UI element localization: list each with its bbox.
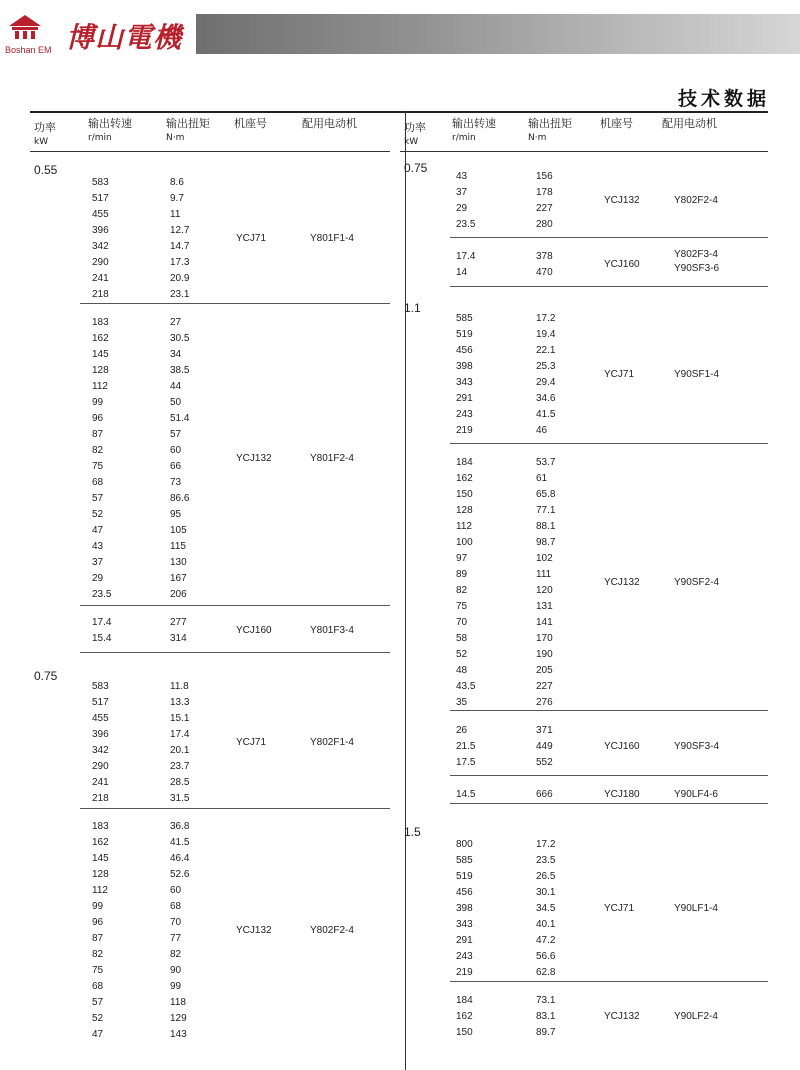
- speed-cell: 75: [456, 601, 468, 612]
- speed-cell: 112: [92, 381, 108, 392]
- speed-cell: 800: [456, 839, 473, 850]
- torque-cell: 68: [170, 901, 182, 912]
- logo-text-cn: 博山電機: [66, 21, 183, 54]
- speed-cell: 243: [456, 951, 473, 962]
- motor-cell: Y90LF1-4: [674, 903, 718, 914]
- speed-cell: 396: [92, 225, 109, 236]
- speed-cell: 47: [92, 525, 104, 536]
- torque-cell: 30.5: [170, 333, 190, 344]
- speed-cell: 70: [456, 617, 468, 628]
- torque-cell: 52.6: [170, 869, 190, 880]
- speed-cell: 162: [92, 837, 109, 848]
- torque-cell: 276: [536, 697, 553, 708]
- torque-cell: 26.5: [536, 871, 556, 882]
- speed-cell: 47: [92, 1029, 104, 1040]
- torque-cell: 111: [536, 569, 552, 580]
- page-title: 技术数据: [677, 88, 770, 110]
- header-power: 功率 kW: [34, 121, 56, 147]
- speed-cell: 57: [92, 997, 104, 1008]
- motor-cell: Y90LF2-4: [674, 1011, 718, 1022]
- speed-cell: 43.5: [456, 681, 476, 692]
- torque-cell: 20.1: [170, 745, 190, 756]
- speed-cell: 112: [456, 521, 472, 532]
- torque-cell: 34.5: [536, 903, 556, 914]
- speed-cell: 241: [92, 777, 109, 788]
- torque-cell: 131: [536, 601, 553, 612]
- frame-cell: YCJ71: [604, 369, 635, 380]
- header-rule: [30, 151, 390, 152]
- torque-cell: 371: [536, 725, 553, 736]
- torque-cell: 34.6: [536, 393, 556, 404]
- motor-cell: Y801F2-4: [310, 453, 354, 464]
- torque-cell: 470: [536, 267, 553, 278]
- torque-cell: 190: [536, 649, 553, 660]
- motor-cell: Y801F3-4: [310, 625, 354, 636]
- frame-cell: YCJ160: [236, 625, 272, 636]
- torque-cell: 115: [170, 541, 186, 552]
- speed-cell: 145: [92, 349, 109, 360]
- power-value: 0.55: [34, 163, 58, 177]
- speed-cell: 37: [456, 187, 468, 198]
- speed-cell: 150: [456, 1027, 473, 1038]
- motor-cell: Y90SF3-6: [674, 263, 720, 274]
- speed-cell: 57: [92, 493, 104, 504]
- torque-cell: 50: [170, 397, 182, 408]
- speed-cell: 396: [92, 729, 109, 740]
- header-frame: 机座号: [600, 117, 633, 130]
- torque-cell: 167: [170, 573, 187, 584]
- torque-cell: 66: [170, 461, 182, 472]
- torque-cell: 38.5: [170, 365, 190, 376]
- torque-cell: 280: [536, 219, 553, 230]
- frame-cell: YCJ160: [604, 259, 640, 270]
- torque-cell: 31.5: [170, 793, 190, 804]
- torque-cell: 57: [170, 429, 182, 440]
- speed-cell: 23.5: [92, 589, 112, 600]
- speed-cell: 52: [92, 509, 104, 520]
- torque-cell: 11.8: [170, 681, 189, 692]
- page-header: [0, 0, 800, 62]
- torque-cell: 73.1: [536, 995, 556, 1006]
- speed-cell: 97: [456, 553, 468, 564]
- speed-cell: 82: [92, 445, 104, 456]
- speed-cell: 48: [456, 665, 468, 676]
- torque-cell: 178: [536, 187, 553, 198]
- speed-cell: 162: [456, 1011, 473, 1022]
- speed-cell: 398: [456, 903, 473, 914]
- torque-cell: 156: [536, 171, 553, 182]
- motor-cell: Y802F3-4: [674, 249, 718, 260]
- motor-cell: Y90SF3-4: [674, 741, 720, 752]
- speed-cell: 343: [456, 919, 473, 930]
- torque-cell: 73: [170, 477, 182, 488]
- frame-cell: YCJ132: [604, 195, 640, 206]
- torque-cell: 23.1: [170, 289, 190, 300]
- group-separator: [450, 803, 768, 804]
- speed-cell: 29: [456, 203, 468, 214]
- group-separator: [80, 808, 390, 809]
- speed-cell: 17.5: [456, 757, 476, 768]
- power-value: 0.75: [404, 161, 428, 175]
- torque-cell: 20.9: [170, 273, 190, 284]
- column-header: [30, 113, 390, 151]
- speed-cell: 291: [456, 393, 473, 404]
- torque-cell: 82: [170, 949, 182, 960]
- speed-cell: 37: [92, 557, 104, 568]
- speed-cell: 58: [456, 633, 468, 644]
- torque-cell: 205: [536, 665, 553, 676]
- speed-cell: 128: [92, 869, 109, 880]
- torque-cell: 314: [170, 633, 187, 644]
- torque-cell: 40.1: [536, 919, 556, 930]
- torque-cell: 53.7: [536, 457, 556, 468]
- torque-cell: 17.3: [170, 257, 190, 268]
- speed-cell: 145: [92, 853, 109, 864]
- speed-cell: 68: [92, 477, 104, 488]
- torque-cell: 62.8: [536, 967, 556, 978]
- speed-cell: 128: [92, 365, 109, 376]
- torque-cell: 206: [170, 589, 187, 600]
- torque-cell: 99: [170, 981, 182, 992]
- header-gradient-bar: [196, 14, 800, 54]
- speed-cell: 218: [92, 793, 109, 804]
- speed-cell: 218: [92, 289, 109, 300]
- torque-cell: 14.7: [170, 241, 190, 252]
- speed-cell: 35: [456, 697, 468, 708]
- group-separator: [450, 443, 768, 444]
- torque-cell: 51.4: [170, 413, 190, 424]
- torque-cell: 102: [536, 553, 553, 564]
- torque-cell: 130: [170, 557, 187, 568]
- torque-cell: 23.7: [170, 761, 190, 772]
- speed-cell: 585: [456, 313, 473, 324]
- logo-text-en: Boshan EM: [5, 45, 52, 55]
- torque-cell: 227: [536, 203, 553, 214]
- speed-cell: 243: [456, 409, 473, 420]
- header-motor: 配用电动机: [302, 117, 357, 130]
- frame-cell: YCJ132: [236, 453, 272, 464]
- torque-cell: 8.6: [170, 177, 184, 188]
- torque-cell: 95: [170, 509, 182, 520]
- motor-cell: Y802F2-4: [674, 195, 718, 206]
- speed-cell: 184: [456, 995, 473, 1006]
- torque-cell: 60: [170, 445, 182, 456]
- speed-cell: 21.5: [456, 741, 476, 752]
- torque-cell: 44: [170, 381, 182, 392]
- speed-cell: 89: [456, 569, 468, 580]
- speed-cell: 128: [456, 505, 473, 516]
- speed-cell: 150: [456, 489, 473, 500]
- motor-cell: Y90SF1-4: [674, 369, 720, 380]
- torque-cell: 449: [536, 741, 553, 752]
- column-header: [400, 113, 768, 151]
- torque-cell: 98.7: [536, 537, 556, 548]
- torque-cell: 36.8: [170, 821, 190, 832]
- torque-cell: 227: [536, 681, 553, 692]
- speed-cell: 219: [456, 967, 473, 978]
- torque-cell: 105: [170, 525, 187, 536]
- speed-cell: 456: [456, 345, 473, 356]
- speed-cell: 99: [92, 901, 104, 912]
- torque-cell: 23.5: [536, 855, 556, 866]
- speed-cell: 82: [92, 949, 104, 960]
- group-separator: [80, 303, 390, 304]
- motor-cell: Y90SF2-4: [674, 577, 720, 588]
- header-torque: 输出扭矩 N·m: [166, 117, 210, 143]
- torque-cell: 86.6: [170, 493, 190, 504]
- speed-cell: 75: [92, 965, 104, 976]
- speed-cell: 99: [92, 397, 104, 408]
- torque-cell: 47.2: [536, 935, 556, 946]
- motor-cell: Y90LF4-6: [674, 789, 718, 800]
- torque-cell: 13.3: [170, 697, 190, 708]
- speed-cell: 290: [92, 761, 109, 772]
- group-separator: [450, 237, 768, 238]
- torque-cell: 34: [170, 349, 182, 360]
- torque-cell: 666: [536, 789, 553, 800]
- speed-cell: 456: [456, 887, 473, 898]
- torque-cell: 41.5: [536, 409, 556, 420]
- speed-cell: 398: [456, 361, 473, 372]
- torque-cell: 88.1: [536, 521, 556, 532]
- speed-cell: 183: [92, 821, 109, 832]
- motor-cell: Y801F1-4: [310, 233, 354, 244]
- torque-cell: 27: [170, 317, 182, 328]
- group-separator: [450, 775, 768, 776]
- speed-cell: 29: [92, 573, 104, 584]
- header-power: 功率 kW: [404, 121, 426, 147]
- speed-cell: 87: [92, 429, 104, 440]
- speed-cell: 517: [92, 697, 109, 708]
- speed-cell: 23.5: [456, 219, 476, 230]
- frame-cell: YCJ71: [236, 737, 267, 748]
- torque-cell: 46: [536, 425, 548, 436]
- torque-cell: 277: [170, 617, 187, 628]
- speed-cell: 519: [456, 329, 473, 340]
- speed-cell: 583: [92, 177, 109, 188]
- torque-cell: 90: [170, 965, 182, 976]
- speed-cell: 585: [456, 855, 473, 866]
- speed-cell: 96: [92, 917, 104, 928]
- torque-cell: 19.4: [536, 329, 556, 340]
- torque-cell: 77: [170, 933, 182, 944]
- right-data-column: [400, 113, 768, 1070]
- frame-cell: YCJ132: [236, 925, 272, 936]
- speed-cell: 343: [456, 377, 473, 388]
- torque-cell: 30.1: [536, 887, 556, 898]
- speed-cell: 75: [92, 461, 104, 472]
- torque-cell: 17.2: [536, 839, 556, 850]
- torque-cell: 29.4: [536, 377, 556, 388]
- frame-cell: YCJ160: [604, 741, 640, 752]
- speed-cell: 162: [92, 333, 109, 344]
- torque-cell: 56.6: [536, 951, 556, 962]
- frame-cell: YCJ132: [604, 1011, 640, 1022]
- speed-cell: 17.4: [92, 617, 112, 628]
- torque-cell: 65.8: [536, 489, 556, 500]
- speed-cell: 14.5: [456, 789, 476, 800]
- speed-cell: 162: [456, 473, 473, 484]
- speed-cell: 342: [92, 241, 109, 252]
- torque-cell: 143: [170, 1029, 187, 1040]
- torque-cell: 15.1: [170, 713, 190, 724]
- speed-cell: 342: [92, 745, 109, 756]
- speed-cell: 183: [92, 317, 109, 328]
- speed-cell: 517: [92, 193, 109, 204]
- torque-cell: 60: [170, 885, 182, 896]
- speed-cell: 290: [92, 257, 109, 268]
- speed-cell: 96: [92, 413, 104, 424]
- torque-cell: 22.1: [536, 345, 556, 356]
- power-value: 0.75: [34, 669, 58, 683]
- speed-cell: 455: [92, 713, 109, 724]
- group-separator: [80, 652, 390, 653]
- header-frame: 机座号: [234, 117, 267, 130]
- torque-cell: 378: [536, 251, 553, 262]
- torque-cell: 141: [536, 617, 553, 628]
- speed-cell: 241: [92, 273, 109, 284]
- motor-cell: Y802F2-4: [310, 925, 354, 936]
- group-separator: [80, 605, 390, 606]
- speed-cell: 291: [456, 935, 473, 946]
- torque-cell: 170: [536, 633, 553, 644]
- speed-cell: 52: [92, 1013, 104, 1024]
- group-separator: [450, 710, 768, 711]
- left-data-column: [30, 113, 390, 1070]
- torque-cell: 552: [536, 757, 553, 768]
- speed-cell: 14: [456, 267, 468, 278]
- torque-cell: 118: [170, 997, 186, 1008]
- torque-cell: 77.1: [536, 505, 556, 516]
- frame-cell: YCJ71: [604, 903, 635, 914]
- speed-cell: 184: [456, 457, 473, 468]
- torque-cell: 11: [170, 209, 181, 220]
- speed-cell: 519: [456, 871, 473, 882]
- speed-cell: 100: [456, 537, 473, 548]
- group-separator: [450, 981, 768, 982]
- speed-cell: 52: [456, 649, 468, 660]
- speed-cell: 455: [92, 209, 109, 220]
- group-separator: [450, 286, 768, 287]
- torque-cell: 83.1: [536, 1011, 556, 1022]
- speed-cell: 112: [92, 885, 108, 896]
- torque-cell: 89.7: [536, 1027, 556, 1038]
- frame-cell: YCJ132: [604, 577, 640, 588]
- torque-cell: 61: [536, 473, 548, 484]
- torque-cell: 41.5: [170, 837, 190, 848]
- header-rule: [400, 151, 768, 152]
- torque-cell: 17.2: [536, 313, 556, 324]
- header-torque: 输出扭矩 N·m: [528, 117, 572, 143]
- speed-cell: 87: [92, 933, 104, 944]
- header-speed: 输出转速 r/min: [88, 117, 132, 143]
- torque-cell: 17.4: [170, 729, 190, 740]
- speed-cell: 82: [456, 585, 468, 596]
- speed-cell: 26: [456, 725, 468, 736]
- speed-cell: 583: [92, 681, 109, 692]
- speed-cell: 43: [92, 541, 104, 552]
- torque-cell: 129: [170, 1013, 187, 1024]
- header-motor: 配用电动机: [662, 117, 717, 130]
- torque-cell: 25.3: [536, 361, 556, 372]
- power-value: 1.5: [404, 825, 421, 839]
- torque-cell: 9.7: [170, 193, 184, 204]
- torque-cell: 28.5: [170, 777, 190, 788]
- torque-cell: 46.4: [170, 853, 190, 864]
- speed-cell: 43: [456, 171, 468, 182]
- torque-cell: 70: [170, 917, 182, 928]
- header-speed: 输出转速 r/min: [452, 117, 496, 143]
- speed-cell: 68: [92, 981, 104, 992]
- speed-cell: 15.4: [92, 633, 112, 644]
- frame-cell: YCJ71: [236, 233, 267, 244]
- speed-cell: 219: [456, 425, 473, 436]
- frame-cell: YCJ180: [604, 789, 640, 800]
- logo-icon: [8, 14, 42, 40]
- torque-cell: 120: [536, 585, 553, 596]
- motor-cell: Y802F1-4: [310, 737, 354, 748]
- speed-cell: 17.4: [456, 251, 476, 262]
- power-value: 1.1: [404, 301, 421, 315]
- torque-cell: 12.7: [170, 225, 190, 236]
